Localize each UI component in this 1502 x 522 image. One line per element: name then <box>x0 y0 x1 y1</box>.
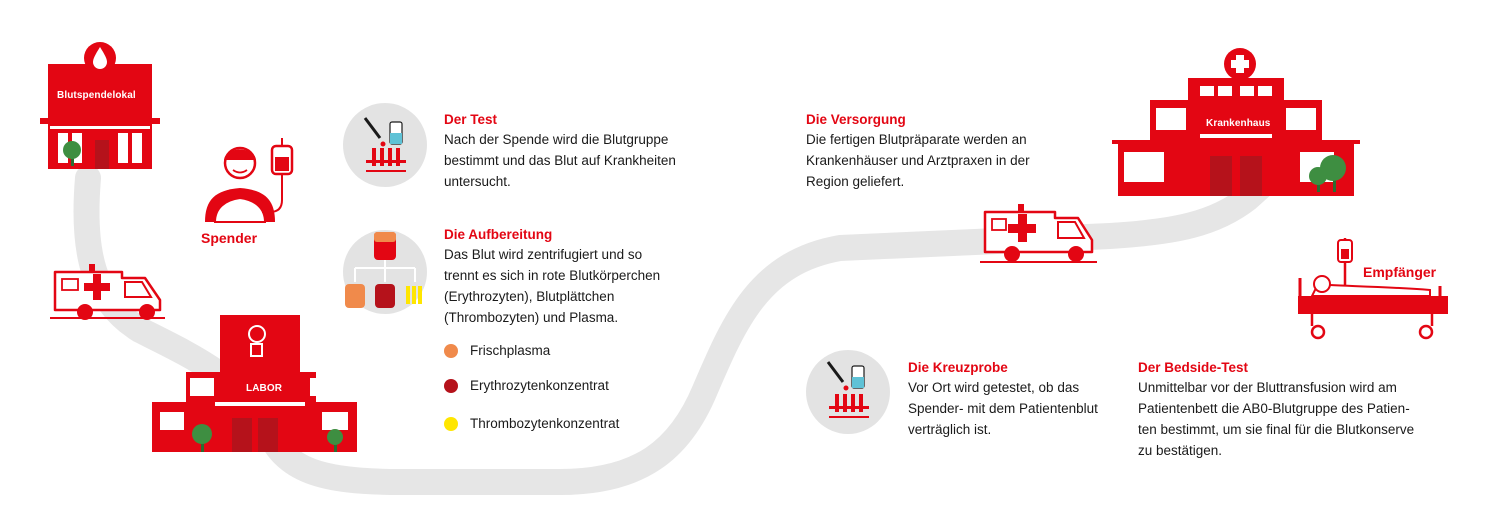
hospital-bed-icon <box>1298 238 1448 338</box>
step-processing-line: trennt es sich in rote Blutkörperchen <box>444 268 661 283</box>
step-crossmatch-line: Vor Ort wird getestet, ob das <box>908 380 1080 395</box>
legend-item <box>444 343 550 358</box>
step-bedside-line: ten bestimmt, um sie final für die Blutkonserve <box>1138 422 1415 437</box>
step-supply <box>806 110 1030 192</box>
step-processing <box>444 225 660 328</box>
step-crossmatch-title: Die Kreuzprobe <box>908 360 1008 375</box>
medical-cross-icon <box>1224 48 1256 80</box>
donation-center-building <box>40 42 160 169</box>
legend-label: Frischplasma <box>470 343 551 358</box>
donor-label: Spender <box>201 230 258 246</box>
step-test-line: bestimmt und das Blut auf Krankheiten <box>444 153 676 168</box>
step-processing-line: (Erythrozyten), Blutplättchen <box>444 289 615 304</box>
step-bedside <box>1138 358 1414 461</box>
step-crossmatch-line: verträglich ist. <box>908 422 992 437</box>
step-bedside-line: zu bestätigen. <box>1138 443 1223 458</box>
step-test-line: untersucht. <box>444 174 511 189</box>
hospital-label: Krankenhaus <box>1206 118 1271 129</box>
step-processing-title: Die Aufbereitung <box>444 227 553 242</box>
step-supply-line: Krankenhäuser und Arztpraxen in der <box>806 153 1030 168</box>
legend-swatch-plasma <box>444 344 458 358</box>
legend-label: Erythrozytenkonzentrat <box>470 378 609 393</box>
step-crossmatch <box>908 358 1098 440</box>
step-crossmatch-line: Spender- mit dem Patientenblut <box>908 401 1098 416</box>
legend-item <box>444 416 619 431</box>
step-supply-line: Die fertigen Blutpräparate werden an <box>806 132 1027 147</box>
test-tubes-icon <box>806 350 890 434</box>
donor-figure <box>205 148 275 222</box>
step-processing-line: (Thrombozyten) und Plasma. <box>444 310 619 325</box>
lab-label: LABOR <box>246 383 283 394</box>
legend-label: Thrombozytenkonzentrat <box>470 416 620 431</box>
step-bedside-line: Unmittelbar vor der Bluttransfusion wird am <box>1138 380 1397 395</box>
legend-swatch-erythrocytes <box>444 379 458 393</box>
step-bedside-line: Patientenbett die AB0-Blutgruppe des Patien- <box>1138 401 1410 416</box>
legend-swatch-platelets <box>444 417 458 431</box>
step-test-title: Der Test <box>444 112 498 127</box>
step-processing-line: Das Blut wird zentrifugiert und so <box>444 247 643 262</box>
recipient-label: Empfänger <box>1363 264 1437 280</box>
blood-bag-icon <box>343 230 427 314</box>
step-supply-line: Region geliefert. <box>806 174 905 189</box>
step-test <box>444 110 676 192</box>
step-supply-title: Die Versorgung <box>806 112 906 127</box>
step-bedside-title: Der Bedside-Test <box>1138 360 1249 375</box>
test-tubes-icon <box>343 103 427 187</box>
legend-item <box>444 378 609 393</box>
step-test-line: Nach der Spende wird die Blutgruppe <box>444 132 669 147</box>
donation-center-label: Blutspendelokal <box>57 90 136 101</box>
blood-drop-icon <box>84 42 116 74</box>
